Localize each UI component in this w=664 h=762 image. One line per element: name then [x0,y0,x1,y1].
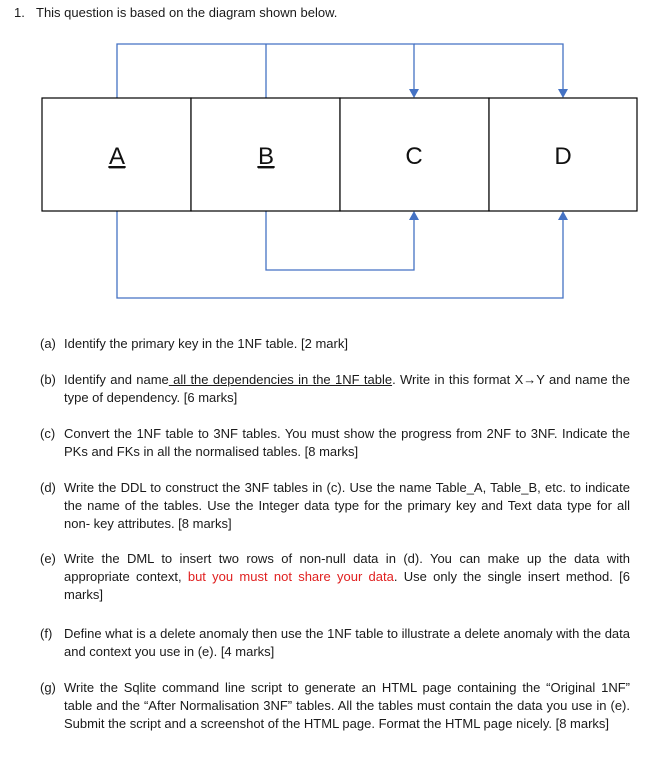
part-label: (d) [40,480,56,495]
part-c [40,425,630,461]
part-text: Convert the 1NF table to 3NF tables. You must show the progress from 2NF to 3NF. Indicate the PKs and FKs in all the normalised tables. [8 marks] [64,426,630,459]
part-text: Write the Sqlite command line script to generate an HTML page containing the “Original 1NF” table and the “After Normalisation 3NF” tables. All the tables must contain the data you use in (e). Submit the script and a screenshot of the HTML page. Format the HTML page nicely. [8 marks] [64,680,630,731]
part-e [40,550,630,604]
part-f [40,625,630,661]
part-label: (b) [40,372,56,387]
dep-line-a-to-d [414,44,563,90]
dep-line-b-to-c [266,211,414,270]
box-c-label: C [405,143,423,170]
arrowhead-down-d [558,89,568,98]
dep-line-a-to-d-bottom [117,211,563,298]
part-text: Identify and name all the dependencies in the 1NF table. Write in this format X→Y and name the type of dependency. [6 marks] [64,372,630,405]
warning-phrase: but you must not share your data [187,569,394,584]
part-text: Write the DML to insert two rows of non-null data in (d). You can make up the data with appropriate context, but you must not share your data. Use only the single insert method. [6 marks] [64,551,630,602]
box-d-label: D [554,143,572,170]
part-label: (f) [40,626,53,641]
box-a-label: A [108,143,126,170]
arrowhead-up-c [409,211,419,220]
part-text: Identify the primary key in the 1NF table. [2 mark] [64,336,348,351]
part-b [40,371,630,407]
question-number: 1. [14,5,25,20]
dependency-diagram [0,0,664,320]
part-a [40,335,630,353]
arrowhead-down-c [409,89,419,98]
part-text: Define what is a delete anomaly then use the 1NF table to illustrate a delete anomaly with the data and context you use in (e). [4 marks] [64,626,630,659]
part-label: (c) [40,426,56,441]
part-label: (a) [40,336,56,351]
part-label: (g) [40,680,56,695]
underlined-phrase: all the dependencies in the 1NF table [168,372,393,387]
box-b-label: B [257,143,275,170]
question-intro: This question is based on the diagram shown below. [36,5,338,20]
part-label: (e) [40,551,56,566]
part-text: Write the DDL to construct the 3NF tables in (c). Use the name Table_A, Table_B, etc. to indicate the name of the tables. Use the Integer data type for the primary key and Text data type for all non- key attributes. [8 marks] [64,480,630,531]
part-d [40,479,630,533]
arrowhead-up-d [558,211,568,220]
part-g [40,679,630,733]
